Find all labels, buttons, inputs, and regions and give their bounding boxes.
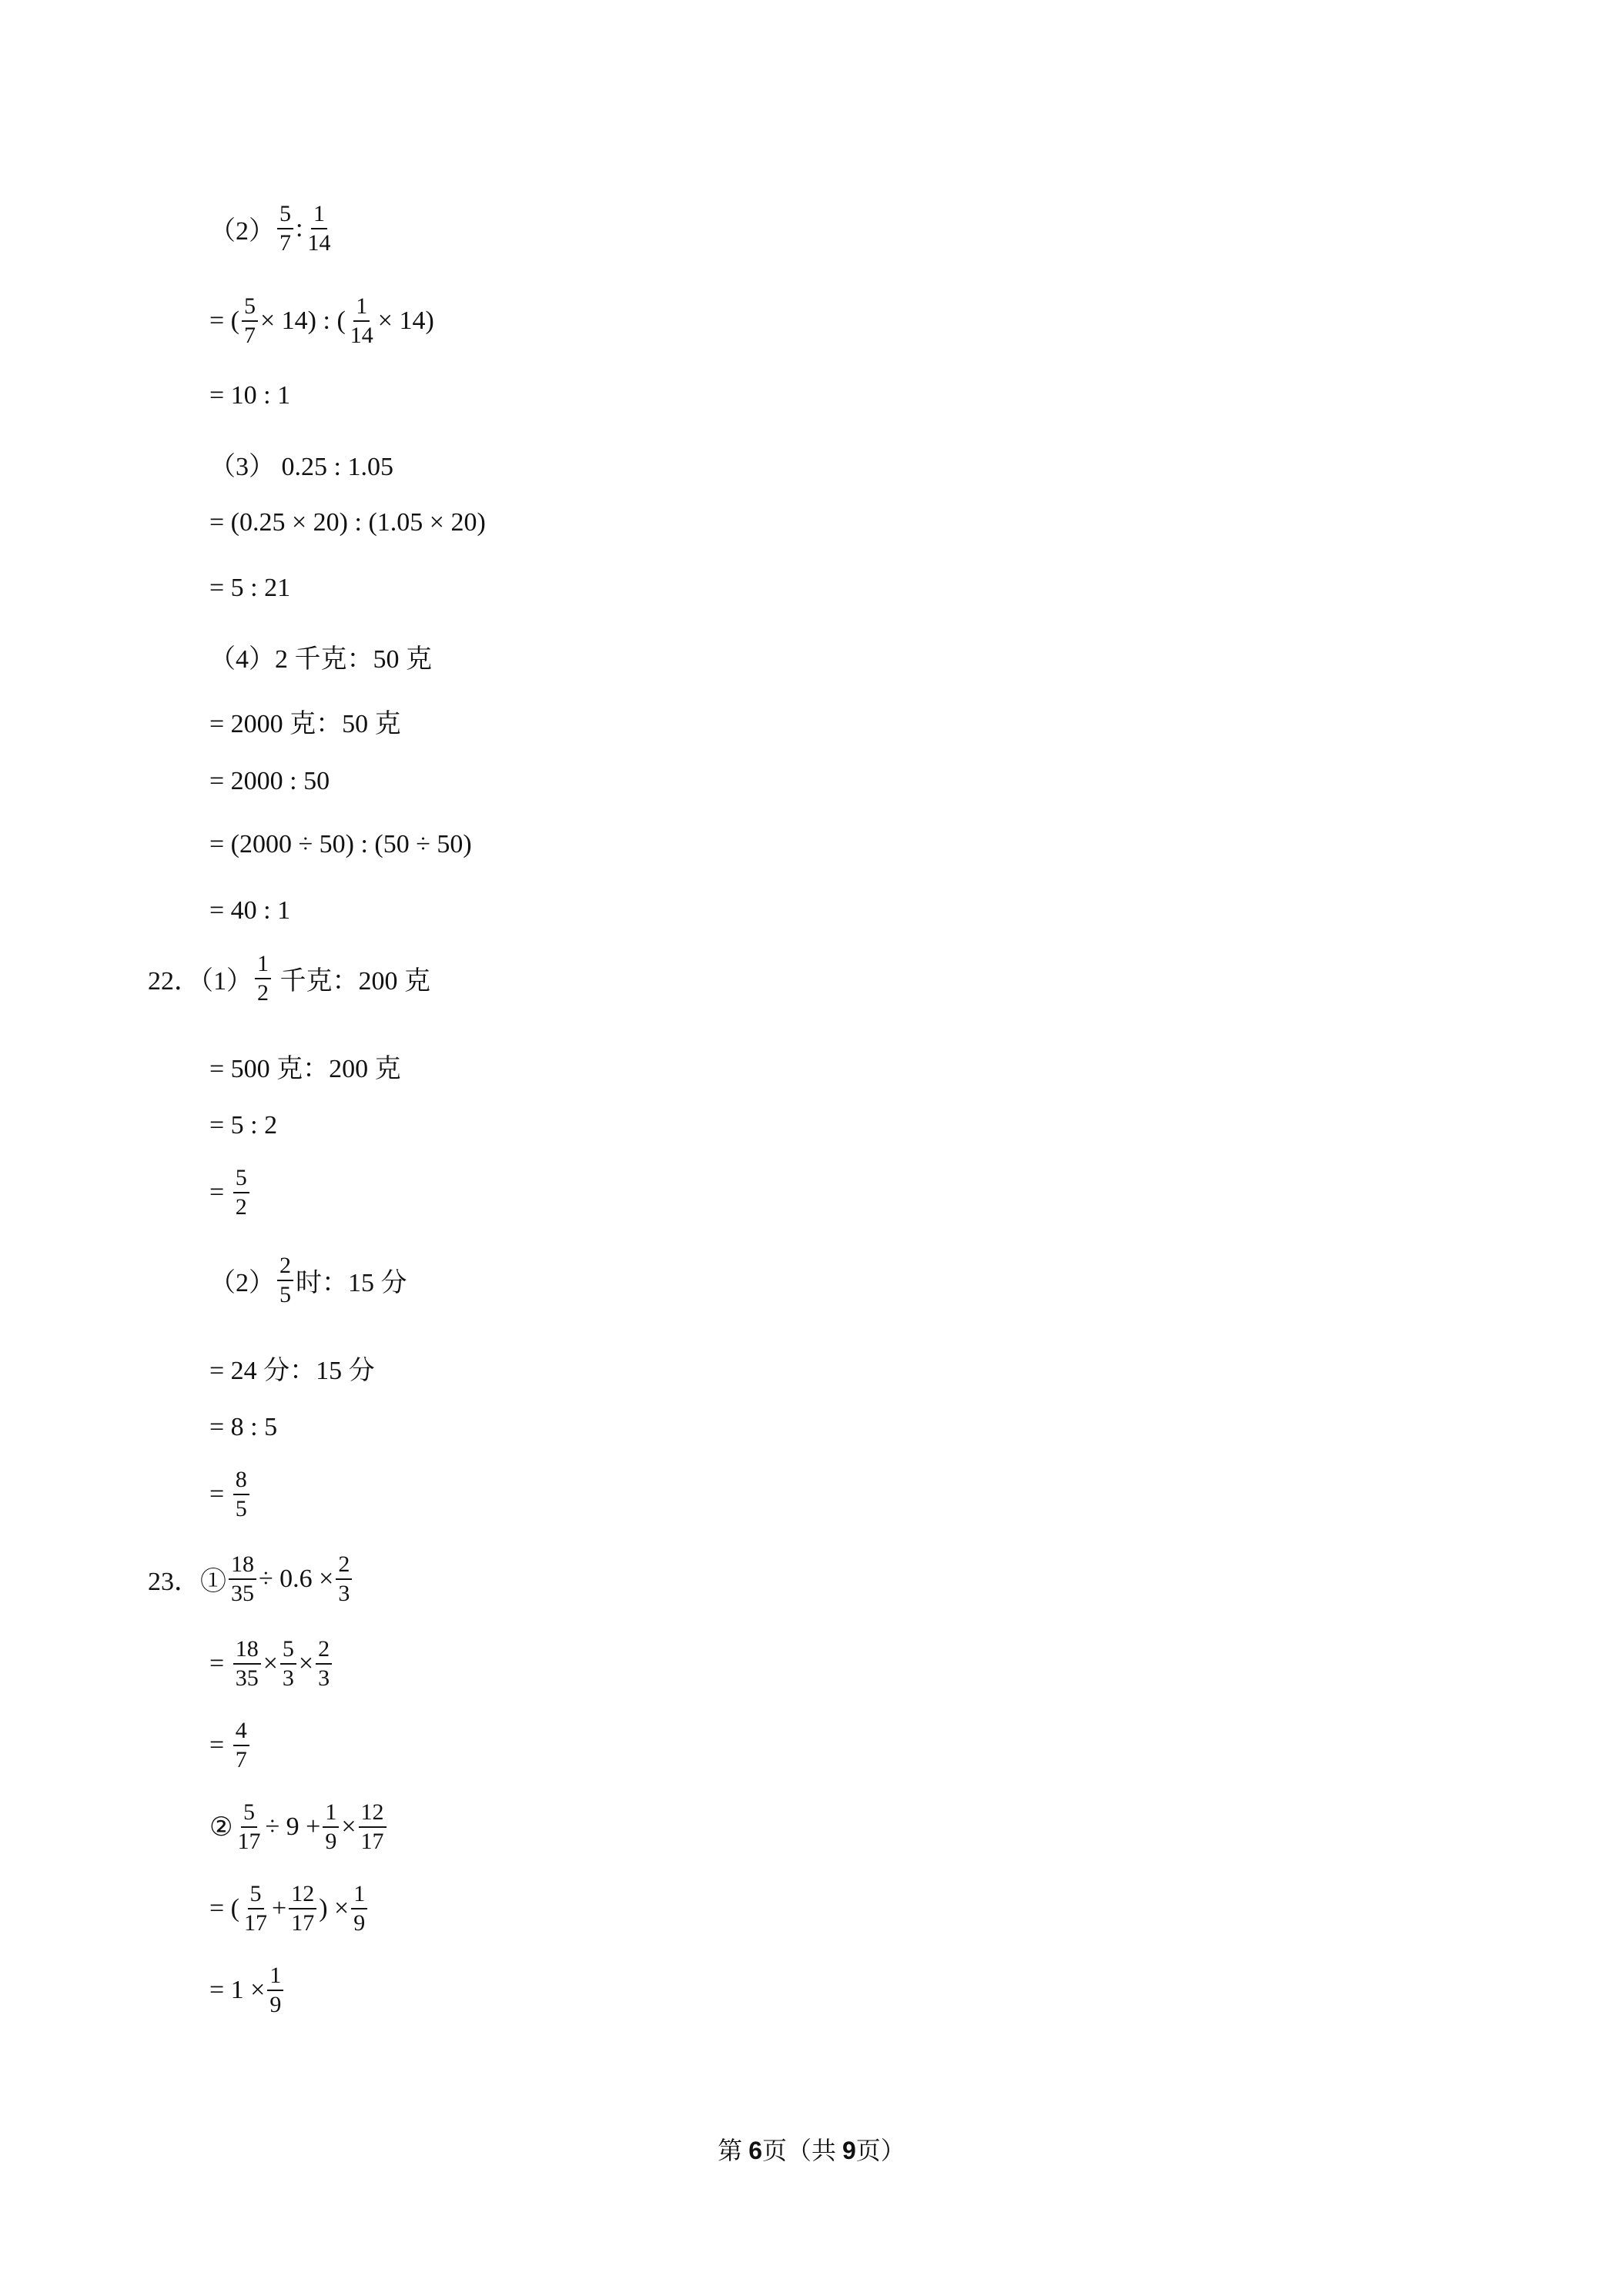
solution-line [209,638,432,675]
math-text: ② [209,1812,233,1842]
math-text: 23．① [148,1568,226,1596]
fraction-numerator: 12 [359,1800,387,1828]
solution-line [209,294,434,347]
math-text: = [209,1730,231,1759]
fraction-denominator: 3 [338,1580,350,1606]
math-text: = (0.25 × 20) : (1.05 × 20) [209,508,486,537]
math-text: × [341,1812,356,1841]
solution-line [209,508,486,537]
solution-line [209,1111,277,1140]
fraction-denominator: 2 [235,1193,247,1220]
solution-line [209,1349,375,1387]
fraction-denominator: 9 [325,1828,337,1854]
total-page-number: 9 [842,2137,856,2164]
fraction [336,1552,352,1605]
fraction-denominator: 17 [291,1909,315,1936]
fraction [229,1552,256,1605]
solution-line [209,1468,252,1521]
fraction [255,952,271,1005]
fraction-numerator: 12 [289,1882,316,1909]
footer-suffix: 页） [855,2137,905,2164]
fraction [280,1637,296,1690]
solution-line [209,1963,286,2017]
fraction-numerator: 5 [241,1800,257,1828]
math-text: = 10 : 1 [209,381,291,410]
math-text: （4）2 千克：50 克 [209,645,432,674]
math-text: = 2000 : 50 [209,767,330,795]
fraction-numerator: 5 [233,1166,249,1193]
fraction-denominator: 7 [235,1746,247,1772]
math-text: = 500 克：200 克 [209,1055,401,1083]
fraction-numerator: 2 [336,1552,352,1580]
fraction [289,1882,316,1935]
fraction-denominator: 5 [279,1281,291,1307]
fraction [235,1800,263,1853]
math-text: = 1 × [209,1975,266,2004]
math-text: ) × [319,1893,350,1923]
math-text: × [263,1648,278,1678]
fraction [359,1800,387,1853]
fraction-numerator: 4 [233,1719,249,1746]
math-text: × [298,1648,314,1678]
fraction-denominator: 9 [269,1991,282,2017]
fraction-numerator: 5 [277,202,293,229]
fraction-denominator: 17 [244,1909,267,1936]
solution-line [209,767,330,796]
math-text: 22．（1） [148,967,253,996]
fraction-numerator: 5 [242,294,258,322]
solution-line [209,702,401,740]
fraction-numerator: 5 [280,1637,296,1665]
solution-line [209,1719,252,1772]
fraction [277,202,293,255]
fraction [242,294,258,347]
solution-line [148,1552,354,1605]
math-text: = 5 : 21 [209,574,291,602]
math-text: ÷ 9 + [265,1812,321,1841]
fraction-numerator: 2 [316,1637,332,1665]
solution-line [209,574,290,603]
fraction-denominator: 14 [307,229,331,256]
math-text: （2） [209,217,275,246]
fraction-denominator: 7 [279,229,291,256]
fraction-numerator: 1 [311,202,327,229]
solution-line [209,1637,334,1690]
solution-line [209,1166,252,1219]
math-text: = ( [209,306,239,335]
solution-line [209,1253,407,1307]
fraction-numerator: 18 [229,1552,256,1580]
solution-line [209,1882,370,1935]
solution-line [209,1800,389,1853]
fraction-numerator: 5 [248,1882,264,1909]
math-text: = 24 分：15 分 [209,1357,375,1385]
fraction [233,1719,249,1772]
solution-line [209,896,290,925]
fraction [242,1882,269,1935]
fraction-denominator: 14 [350,322,373,348]
solution-line [209,1047,401,1085]
fraction-numerator: 8 [233,1468,249,1495]
solution-line [209,202,335,255]
fraction [277,1253,293,1307]
fraction-denominator: 3 [318,1665,330,1691]
fraction-numerator: 1 [323,1800,339,1828]
math-text: : [296,213,303,243]
footer-middle: 页（共 [761,2137,842,2164]
fraction [233,1166,249,1219]
page-footer [0,2131,1623,2167]
fraction [351,1882,367,1935]
fraction-denominator: 35 [231,1580,254,1606]
math-text: = 5 : 2 [209,1111,278,1140]
solution-line [209,381,290,410]
fraction-denominator: 3 [282,1665,294,1691]
solution-line [209,1413,277,1442]
fraction-numerator: 1 [353,294,370,322]
fraction [233,1468,249,1521]
current-page-number: 6 [748,2137,762,2164]
math-text: = 2000 克：50 克 [209,710,401,738]
solution-line [148,952,430,1005]
math-text: 时：15 分 [296,1269,407,1297]
math-text: = ( [209,1893,239,1923]
fraction [316,1637,332,1690]
math-text: × 14) : ( [260,306,346,335]
math-text: = (2000 ÷ 50) : (50 ÷ 50) [209,830,472,858]
fraction-denominator: 5 [235,1495,247,1521]
fraction-numerator: 1 [267,1963,283,1991]
fraction-numerator: 2 [277,1253,293,1281]
footer-prefix: 第 [718,2137,749,2164]
math-text: （2） [209,1269,275,1297]
fraction [323,1800,339,1853]
fraction-numerator: 1 [351,1882,367,1909]
fraction-numerator: 1 [255,952,271,979]
fraction-denominator: 7 [244,322,256,348]
math-text: + [272,1893,287,1923]
math-text: ÷ 0.6 × [259,1564,334,1593]
math-text: = [209,1177,231,1207]
solution-line [209,445,393,483]
fraction [305,202,333,255]
math-text: （3） 0.25 : 1.05 [209,453,393,481]
math-text: × 14) [377,306,434,335]
math-text: = [209,1648,231,1678]
fraction-denominator: 2 [257,979,269,1006]
fraction [348,294,376,347]
math-text: = 40 : 1 [209,896,291,925]
fraction [267,1963,283,2017]
fraction-denominator: 17 [237,1828,261,1854]
math-text: 千克：200 克 [273,967,430,996]
fraction-denominator: 35 [235,1665,259,1691]
math-text: = [209,1479,231,1508]
math-text: = 8 : 5 [209,1413,278,1441]
solution-line [209,830,472,859]
fraction-numerator: 18 [233,1637,261,1665]
fraction-denominator: 9 [353,1909,366,1936]
fraction [233,1637,261,1690]
fraction-denominator: 17 [360,1828,384,1854]
